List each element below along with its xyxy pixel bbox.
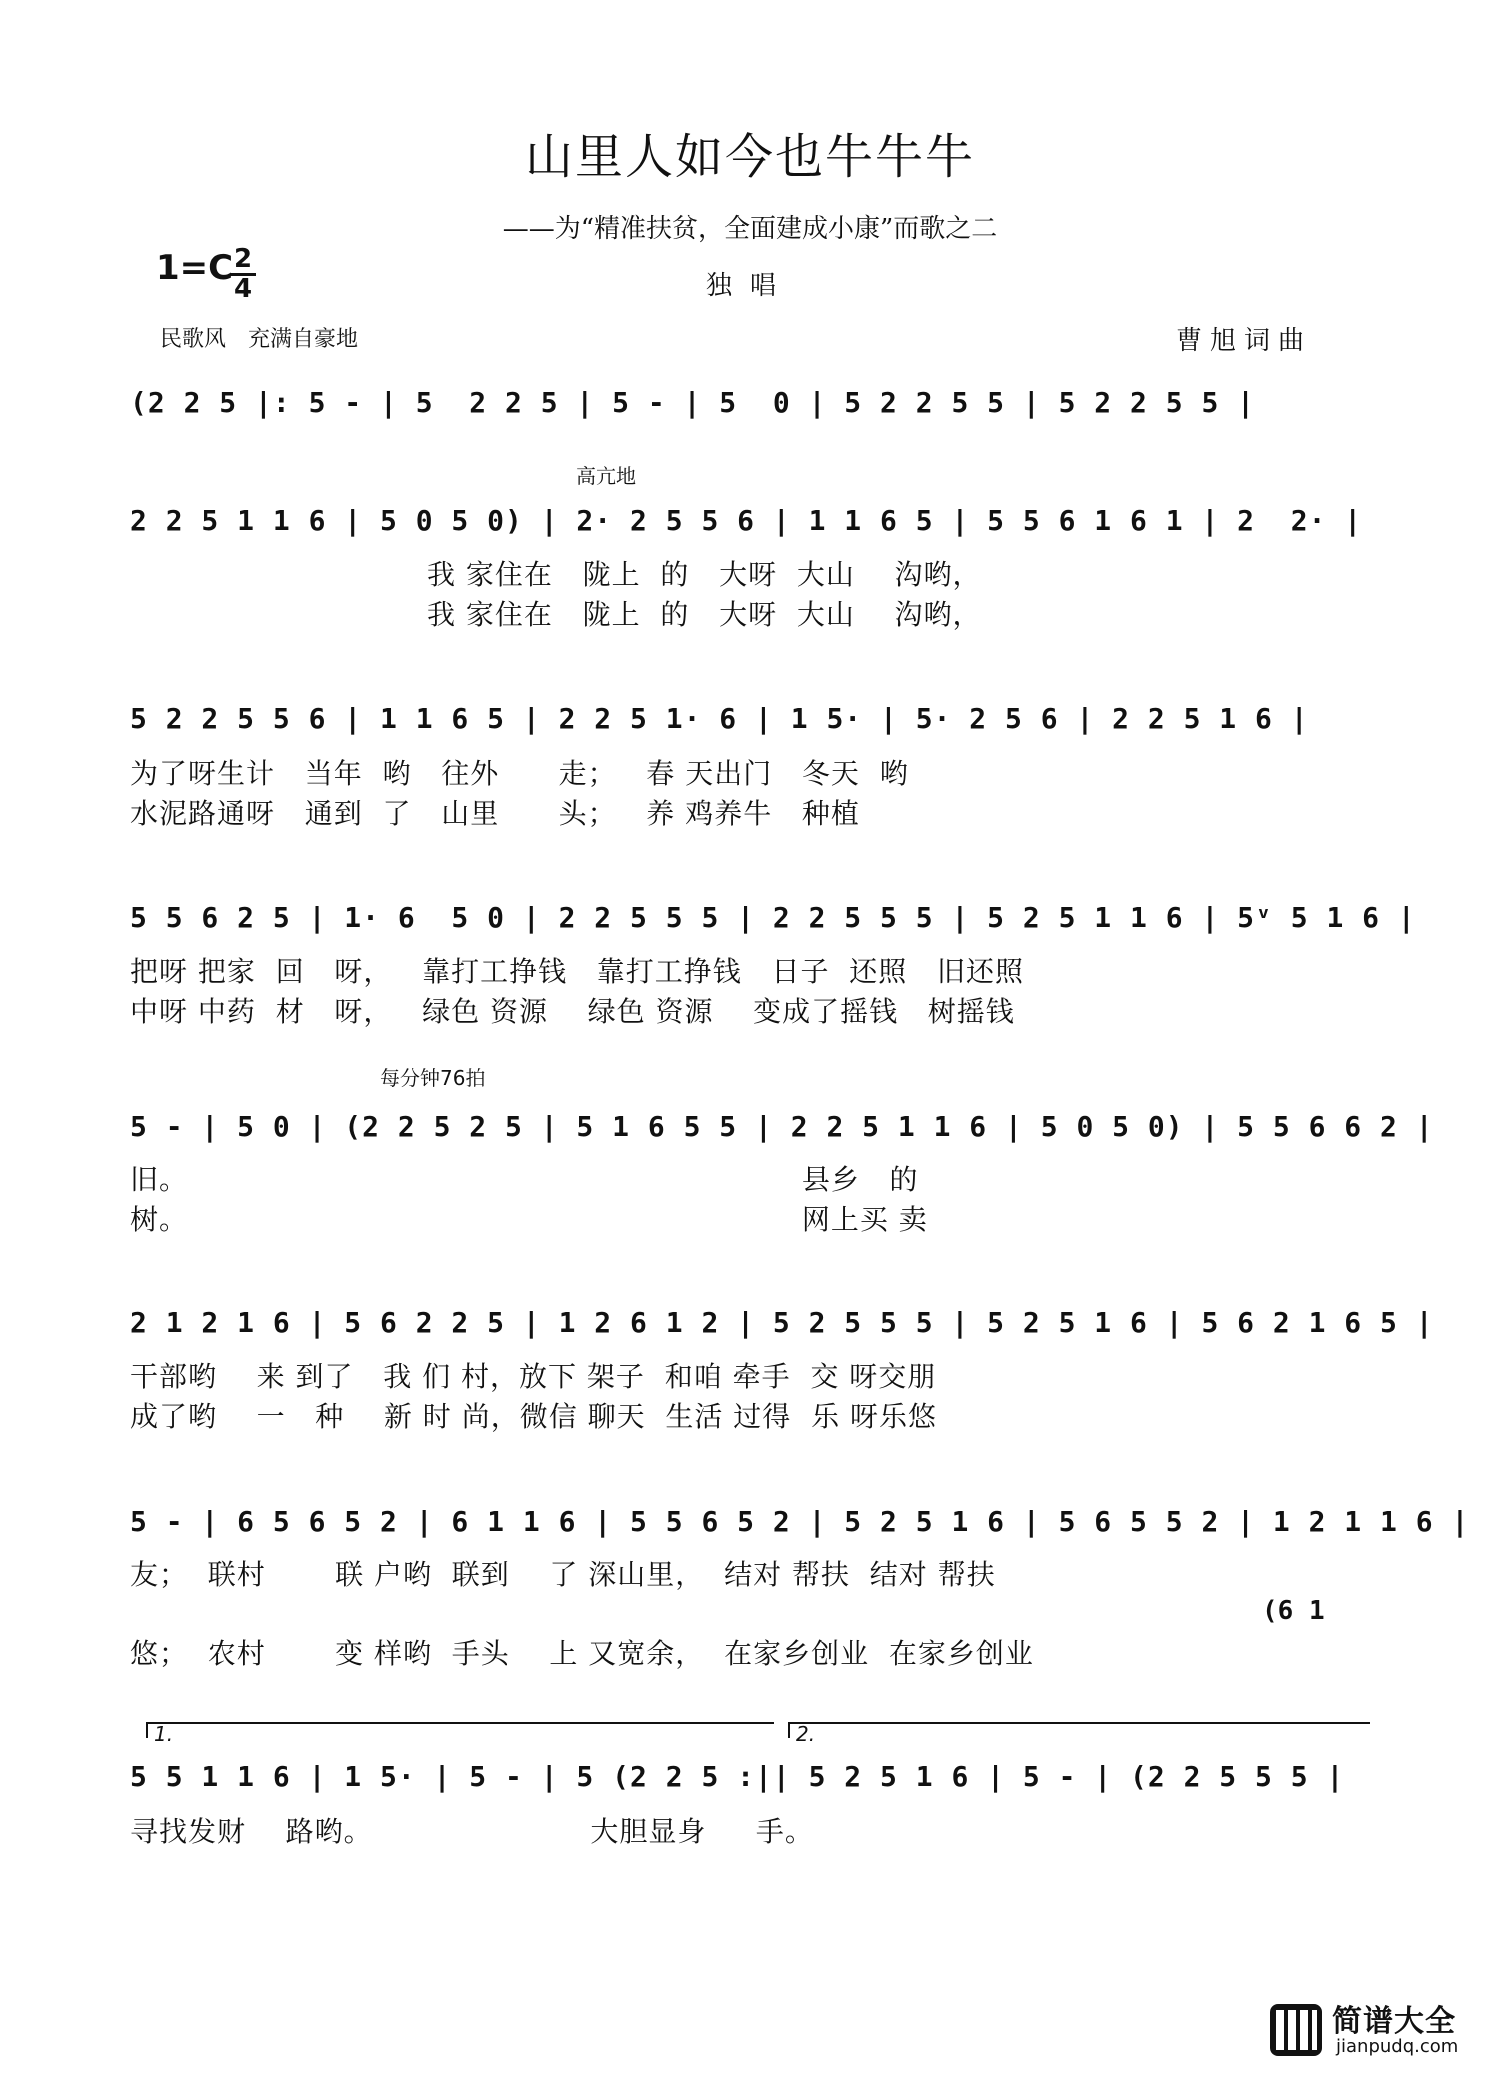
key-signature: 1=C xyxy=(156,248,234,288)
logo-url: jianpudq.com xyxy=(1336,2036,1459,2057)
alternate-notes: (6 1 xyxy=(1262,1596,1325,1626)
lyric-row-6-verse-2: 成了哟 一 种 新 时 尚，微信 聊天 生活 过得 乐 呀乐悠 xyxy=(130,1400,938,1433)
lyric-row-7-verse-1: 友； 联村 联 户哟 联到 了 深山里， 结对 帮扶 结对 帮扶 xyxy=(130,1558,996,1591)
song-subtitle: ——为“精准扶贫，全面建成小康”而歌之二 xyxy=(502,214,998,244)
lyric-row-5-verse-2: 树。 网上买 卖 xyxy=(130,1203,928,1236)
notation-row-1: (2 2 5 |: 5 - | 5 2 2 5 | 5 - | 5 0 | 5 2 2 5 5 | 5 2 2 5 5 | xyxy=(130,386,1256,419)
lyric-row-8-verse-1: 寻找发财 路哟。 大胆显身 手。 xyxy=(130,1815,814,1848)
first-ending-label: 1. xyxy=(154,1722,174,1746)
notation-row-6: 2 1 2 1 6 | 5 6 2 2 5 | 1 2 6 1 2 | 5 2 5 5 5 | 5 2 5 1 6 | 5 6 2 1 6 5 | xyxy=(130,1306,1434,1339)
notation-row-3: 5 2 2 5 5 6 | 1 1 6 5 | 2 2 5 1· 6 | 1 5· | 5· 2 5 6 | 2 2 5 1 6 | xyxy=(130,702,1309,735)
lyric-row-4-verse-1: 把呀 把家 回 呀， 靠打工挣钱 靠打工挣钱 日子 还照 旧还照 xyxy=(130,955,1025,988)
site-logo xyxy=(1268,1996,1488,2066)
meter-top: 2 xyxy=(233,244,253,274)
lyric-row-2-verse-1: 我 家住在 陇上 的 大呀 大山 沟哟， xyxy=(130,558,982,591)
second-ending-bracket xyxy=(788,1722,1370,1746)
lyric-row-5-verse-1: 旧。 县乡 的 xyxy=(130,1163,919,1196)
composer-credit: 曹旭词曲 xyxy=(1176,326,1313,356)
style-marking: 民歌风 充满自豪地 xyxy=(160,327,359,352)
performance-type: 独唱 xyxy=(705,271,794,301)
meter-bottom: 4 xyxy=(233,274,253,304)
notation-row-8: 5 5 1 1 6 | 1 5· | 5 - | 5 (2 2 5 :|| 5 2 5 1 6 | 5 - | (2 2 5 5 5 | xyxy=(130,1760,1345,1793)
lyric-row-4-verse-2: 中呀 中药 材 呀， 绿色 资源 绿色 资源 变成了摇钱 树摇钱 xyxy=(130,995,1015,1028)
first-ending-bracket xyxy=(146,1722,774,1746)
lyric-row-3-verse-2: 水泥路通呀 通到 了 山里 头； 养 鸡养牛 种植 xyxy=(130,797,860,830)
song-title: 山里人如今也牛牛牛 xyxy=(524,129,975,185)
notation-row-5: 5 - | 5 0 | (2 2 5 2 5 | 5 1 6 5 5 | 2 2 5 1 1 6 | 5 0 5 0) | 5 5 6 6 2 | xyxy=(130,1110,1434,1143)
notation-row-2: 2 2 5 1 1 6 | 5 0 5 0) | 2· 2 5 5 6 | 1 1 6 5 | 5 5 6 1 6 1 | 2 2· | xyxy=(130,504,1363,537)
notation-row-4: 5 5 6 2 5 | 1· 6 5 0 | 2 2 5 5 5 | 2 2 5 5 5 | 5 2 5 1 1 6 | 5ᵛ 5 1 6 | xyxy=(130,901,1416,934)
second-ending-label: 2. xyxy=(796,1722,816,1746)
lyric-row-3-verse-1: 为了呀生计 当年 哟 往外 走； 春 天出门 冬天 哟 xyxy=(130,757,909,790)
logo-name: 简谱大全 xyxy=(1332,2004,1456,2039)
lyric-row-7-verse-2: 悠； 农村 变 样哟 手头 上 又宽余， 在家乡创业 在家乡创业 xyxy=(130,1637,1034,1670)
lyric-row-6-verse-1: 干部哟 来 到了 我 们 村，放下 架子 和咱 牵手 交 呀交朋 xyxy=(130,1360,937,1393)
tempo-marking: 每分钟76拍 xyxy=(380,1066,486,1090)
expression-marking: 高亢地 xyxy=(576,464,636,488)
lyric-row-2-verse-2: 我 家住在 陇上 的 大呀 大山 沟哟， xyxy=(130,598,982,631)
notation-row-7: 5 - | 6 5 6 5 2 | 6 1 1 6 | 5 5 6 5 2 | 5 2 5 1 6 | 5 6 5 5 2 | 1 2 1 1 6 | xyxy=(130,1505,1470,1538)
piano-keys-icon xyxy=(1268,2002,1324,2058)
